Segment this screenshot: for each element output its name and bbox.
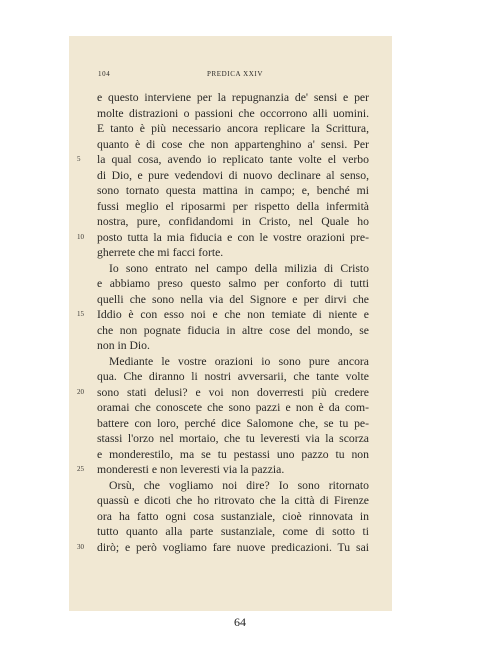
line-text: quassù e dicoti che ho ritrovato che la città di Firenze (97, 494, 369, 507)
text-line (97, 416, 369, 432)
line-number: 20 (77, 387, 84, 396)
line-text: Iddio è con esso noi e che non temiate di niente e (97, 308, 369, 321)
header-page-number: 104 (98, 70, 111, 78)
text-line (97, 509, 369, 525)
line-text: posto tutta la mia fiducia e con le vostre orazioni pre- (97, 230, 369, 244)
line-number: 15 (77, 310, 84, 318)
text-line (97, 431, 369, 447)
text-line (97, 354, 369, 370)
header-running-title: PREDICA XXIV (207, 70, 264, 78)
line-text: di Dio, e pure vedendovi di nuovo declinare al senso, (97, 168, 369, 182)
text-line (77, 462, 369, 478)
body-text (77, 90, 369, 555)
line-text: e abbiamo preso questo salmo per conforto di tutti (97, 277, 369, 290)
line-number: 5 (77, 155, 81, 163)
line-text: fussi meglio el riposarmi per rispetto della infermità (97, 199, 369, 213)
text-line (97, 400, 369, 416)
line-text: ora ha fatto ogni cosa sustanziale, cioè rinnovata in (97, 509, 369, 523)
line-text: oramai che conoscete che sono pazzi e non è da com- (97, 401, 369, 414)
line-text: dirò; e però vogliamo fare nuove predicazioni. Tu sai (97, 540, 369, 554)
line-text: Mediante le vostre orazioni io sono pure ancora (109, 354, 369, 368)
line-text: battere con loro, perché dice Salomone che, se tu pe- (97, 416, 369, 430)
line-number: 30 (77, 542, 84, 551)
text-line (77, 540, 369, 556)
text-line (97, 199, 369, 215)
text-line (97, 90, 369, 106)
text-line (97, 168, 369, 184)
line-text: nostra, pure, confidandomi in Cristo, nel Quale ho (97, 215, 369, 228)
text-line (77, 230, 369, 246)
line-text: e monderestilo, ma se tu pestassi uno pazzo tu non (97, 447, 369, 461)
line-text: gherrete che mi facci forte. (97, 246, 224, 259)
line-text: monderesti e non leveresti via la pazzia. (97, 463, 285, 476)
text-line (97, 276, 369, 292)
text-line (77, 307, 369, 323)
line-text: che non pognate fiducia in altre cose del mondo, se (97, 323, 369, 337)
text-line (97, 338, 369, 354)
text-line (97, 369, 369, 385)
text-line (97, 493, 369, 509)
text-line (97, 261, 369, 277)
line-text: sono tornato questa mattina in campo; e, benché mi (97, 184, 369, 197)
text-line (97, 106, 369, 122)
line-text: sono stati delusi? e voi non doverresti più credere (97, 385, 369, 399)
text-line (97, 447, 369, 463)
line-number: 25 (77, 465, 84, 473)
text-line (97, 323, 369, 339)
line-text: Io sono entrato nel campo della milizia di Cristo (109, 261, 369, 275)
text-line (97, 292, 369, 308)
running-header (97, 70, 369, 82)
line-text: non in Dio. (97, 339, 150, 352)
text-line (97, 121, 369, 137)
text-line (97, 524, 369, 540)
footer-page-number: 64 (234, 615, 246, 629)
line-text: quanto è di cose che non appartenghino a' sensi. Per (97, 137, 369, 151)
line-text: tutto quanto alla parte sustanziale, come di sotto ti (97, 525, 369, 538)
line-text: stassi l'orzo nel mortaio, che tu leveresti via la scorza (97, 432, 369, 445)
line-number: 10 (77, 232, 84, 241)
line-text: quelli che sono nella via del Signore e per dirvi che (97, 292, 369, 306)
text-line (97, 245, 369, 261)
line-text: Orsù, che vogliamo noi dire? Io sono ritornato (109, 478, 369, 492)
line-text: molte distrazioni o passioni che occorrono alli uomini. (97, 106, 369, 120)
text-line (97, 183, 369, 199)
text-line (97, 137, 369, 153)
text-line (97, 478, 369, 494)
line-text: E tanto è più necessario ancora replicare la Scrittura, (97, 122, 369, 135)
line-text: e questo interviene per la repugnanzia de' sensi e per (97, 91, 369, 104)
text-line (97, 214, 369, 230)
line-text: qua. Che diranno li nostri avversarii, che tante volte (97, 370, 369, 383)
line-text: la qual cosa, avendo io replicato tante volte el verbo (97, 153, 369, 166)
text-line (77, 385, 369, 401)
text-line (77, 152, 369, 168)
